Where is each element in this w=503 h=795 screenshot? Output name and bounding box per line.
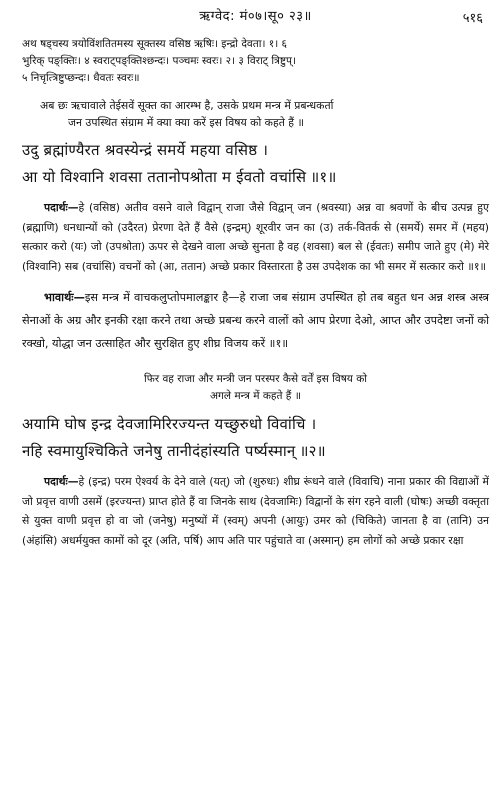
mantra-text: नहि स्वमायुश्चिकिते जनेषु तानीदंहांस्यति पर्ष्यस्मान् (22, 442, 296, 460)
intro-line: जन उपस्थित संग्राम में क्या क्या करें इस विषय को कहते हैं ॥ (68, 116, 304, 129)
padartha-text: हे (वसिष्ठ) अतीव वसने वाले विद्वान् राजा जैसे विद्वान् जन (श्रवस्या) अन्न वा श्रवणों के बीच उत्पन्न हुए (ब्रह्माणि) धनधान्यों को (उदैरत) प्रेरणा देते हैं वैसे (इन्द्रम्) शूरवीर जन का (उ) तर्क-वितर्क से (समर्ये) समर में (महय) सत्कार करो (यः) जो (उपश्रोता) ऊपर से देखने वाला अच्छे सुनता है वह (शवसा) बल से (ईवतः) समीप जाते हुए (मे) मेरे (विश्वानि) सब (वचांसि) वचनों को (आ, ततान) अच्छे प्रकार विस्तारता है उस उपदेशक का भी समर में सत्कार करो ॥१॥ (22, 201, 489, 273)
page-number: ५१६ (462, 11, 483, 26)
intro-line: अब छः ऋचावाले तेईसवें सूक्त का आरम्भ है, उसके प्रथम मन्त्र में प्रबन्धकर्ता (40, 99, 334, 112)
padartha-text: हे (इन्द्र) परम ऐश्वर्य के देने वाले (यत्) जो (शुरुधः) शीघ्र रूंधने वाले (विवाचि) नाना प्रकार की विद्याओं में जो प्रवृत्त वाणी उसमें (इरज्यन्त) प्राप्त होते हैं वा जिनके साथ (देवजामिः) विद्वानों के संग रहने वाली (घोषः) अच्छी वक्तृता से युक्त वाणी प्रवृत्त हो वा जो (जनेषु) मनुष्यों में (स्वम्) अपनी (आयुः) उमर को (चिकिते) जानता है वा (तानि) उन (अंहांसि) अधर्मयुक्त कामों को दूर (अति, पर्षि) आप अति पार पहुंचाते वा (अस्मान्) हम लोगों को अच्छे प्रकार रक्षा (22, 475, 489, 547)
mantra-line (22, 438, 489, 465)
note-line: फिर वह राजा और मन्त्री जन परस्पर कैसे वर्तें इस विषय को (144, 373, 367, 385)
bhavartha-text: इस मन्त्र में वाचकलुप्तोपमालङ्कार है—हे राजा जब संग्राम उपस्थित हो तब बहुत धन अन्न शस्त्र अस्त्र सेनाओं के अग्र और इनकी रक्षा करने तथा अच्छे प्रबन्ध करने वालों को आप प्रेरणा देओ, आप्त और उपदेष्टा जनों को रक्खो, योद्धा जन उत्साहित और सुरक्षित हुए शीघ्र विजय करें ॥१॥ (22, 291, 490, 350)
padartha-paragraph-2 (22, 472, 489, 550)
transition-note (22, 371, 489, 405)
metadata-line: भुरिक् पङ्क्तिः। ४ स्वराट्पङ्क्तिश्छन्दः। पञ्चमः स्वरः। २। ३ विराट् त्रिष्टुप्। (22, 55, 297, 67)
sukta-introduction (22, 97, 489, 131)
mantra-verse-2 (22, 411, 489, 465)
mantra-number: ॥२॥ (299, 442, 326, 460)
note-line: अगले मन्त्र में कहते हैं ॥ (210, 390, 301, 402)
mantra-verse-1 (22, 137, 489, 191)
running-header (22, 6, 489, 32)
mantra-line: अयामि घोष इन्द्र देवजामिरिरज्यन्त यच्छुरुधो विवांचि । (22, 415, 317, 433)
sukta-metadata (22, 36, 489, 87)
mantra-line: उदु ब्रह्मांण्यैरत श्रवस्येन्द्रं समर्ये महया वसिष्ठ । (22, 141, 269, 159)
padartha-label: पदार्थः— (44, 201, 79, 214)
metadata-line: ५ निचृत्त्रिष्टुप्छन्दः। धैवतः स्वरः॥ (22, 72, 140, 84)
bhavartha-paragraph-1 (22, 286, 489, 355)
header-title: ऋग्वेद: मं०७।सू० २३॥ (199, 9, 312, 24)
bhavartha-label: भावार्थः— (44, 291, 85, 304)
mantra-text: आ यो विश्वानि शवसा ततानोपश्रोता म ईवतो वचांसि (22, 168, 307, 186)
metadata-line: अथ षड्चस्य त्रयोविंशतितमस्य सूक्तस्य वसिष्ठ ऋषिः। इन्द्रो देवता। १। ६ (22, 38, 288, 50)
mantra-line (22, 164, 489, 191)
padartha-label: पदार्थः— (44, 475, 79, 488)
padartha-paragraph-1 (22, 198, 489, 276)
mantra-number: ॥१॥ (310, 168, 337, 186)
